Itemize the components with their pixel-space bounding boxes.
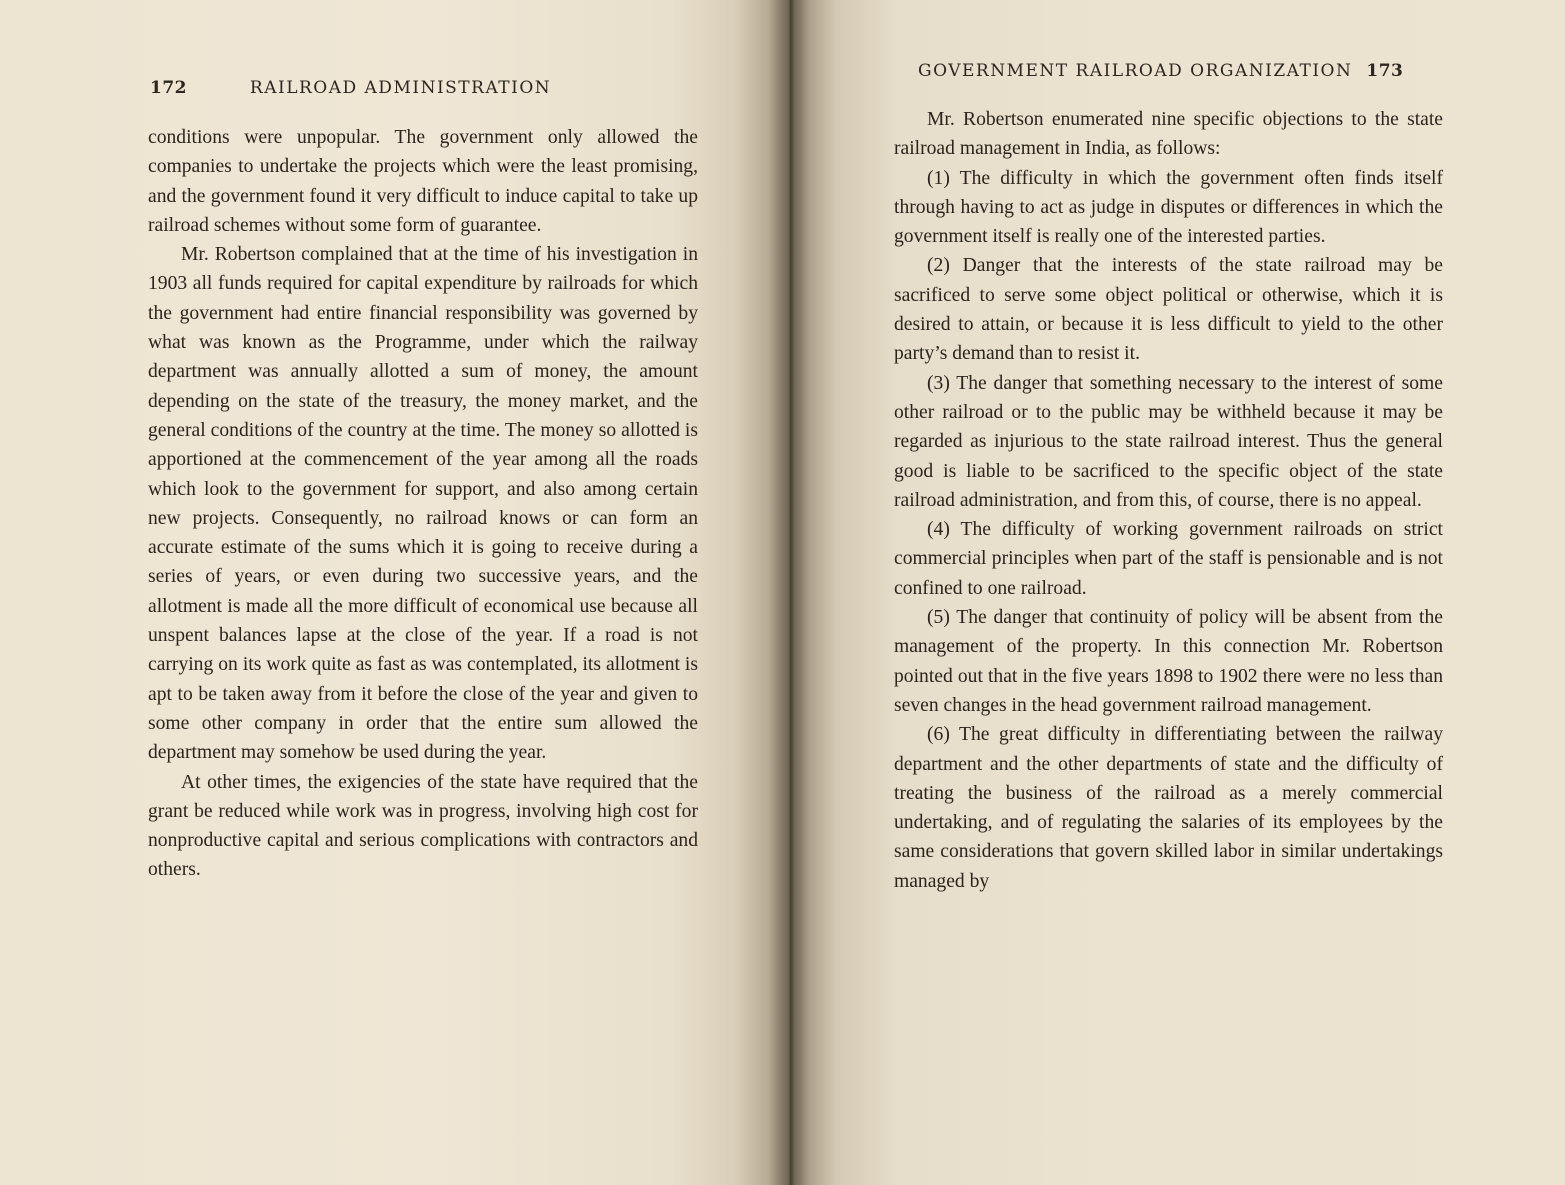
left-body-text [148,123,698,885]
right-paragraph-7: (6) The great difficulty in differentiating between the railway department and the other departments of state and the difficulty of treating the business of the railroad as a merely commercial undertaking, and of regulating the salaries of its employees by the same considerations that govern skilled labor in similar undertakings managed by [894,724,1443,892]
left-paragraph-3: At other times, the exigencies of the state have required that the grant be reduced while work was in progress, involving high cost for nonproductive capital and serious complications with contractors and others. [148,771,698,881]
right-paragraph-2: (1) The difficulty in which the government often finds itself through having to act as judge in disputes or differences in which the government itself is really one of the interested parties. [894,167,1443,248]
left-paragraph-1: conditions were unpopular. The government only allowed the companies to undertake the projects which were the least promising, and the government found it very difficult to induce capital to take up railroad schemes without some form of guarantee. [148,127,698,236]
right-paragraph-4: (3) The danger that something necessary to the interest of some other railroad or to the public may be withheld because it may be regarded as injurious to the state railroad interest. Thus the general good is liable to be sacrificed to the specific object of the state railroad administration, and from this, of course, there is no appeal. [894,372,1443,511]
book-gutter [770,0,810,1185]
left-running-head [150,78,551,98]
right-paragraph-5: (4) The difficulty of working government railroads on strict commercial principles when part of the staff is pensionable and is not confined to one railroad. [894,519,1443,599]
left-paragraph-2: Mr. Robertson complained that at the time of his investigation in 1903 all funds required for capital expenditure by railroads for which the government had entire financial responsibility was governed by what was known as the Programme, under which the railway department was annually allotted a sum of money, the amount depending on the state of the treasury, the money market, and the general conditions of the country at the time. The money so allotted is apportioned at the commencement of the year among all the roads which look to the government for support, and also among certain new projects. Consequently, no railroad knows or can form an accurate estimate of the sums which it is going to receive during a series of years, or even during two successive years, and the allotment is made all the more difficult of economical use because all unspent balances lapse at the close of the year. If a road is not carrying on its work quite as fast as was contemplated, its allotment is apt to be taken away from it before the close of the year and given to some other company in order that the entire sum allowed the department may somehow be used during the year. [148,244,698,764]
left-page-number: 172 [150,78,187,98]
left-running-title: RAILROAD ADMINISTRATION [249,78,552,98]
right-running-head [918,61,1403,81]
right-body-text [894,105,1443,896]
right-paragraph-6: (5) The danger that continuity of policy will be absent from the management of the property. In this connection Mr. Robertson pointed out that in the five years 1898 to 1902 there were no less than seven changes in the head government railroad management. [894,607,1443,716]
right-paragraph-1: Mr. Robertson enumerated nine specific objections to the state railroad management in India, as follows: [894,109,1443,160]
right-page-number: 173 [1366,61,1404,81]
right-running-title: GOVERNMENT RAILROAD ORGANIZATION [918,61,1353,81]
right-paragraph-3: (2) Danger that the interests of the state railroad may be sacrificed to serve some object political or otherwise, which it is desired to attain, or because it is less difficult to yield to the other party’s demand than to resist it. [894,255,1443,365]
